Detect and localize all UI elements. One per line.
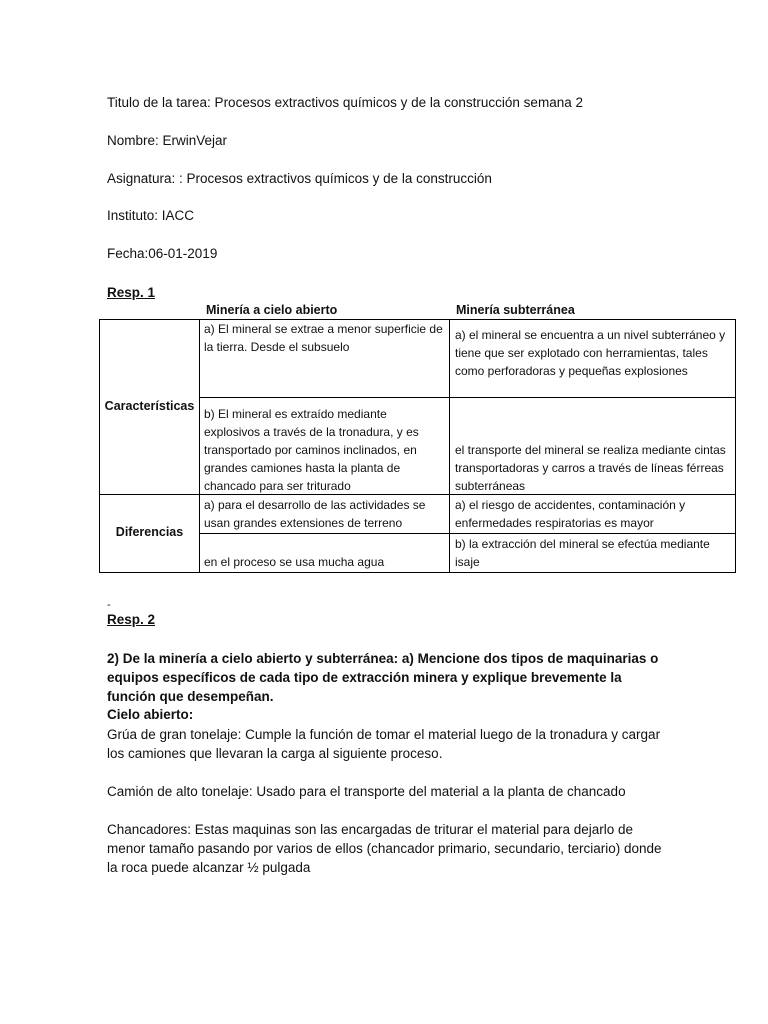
dash-mark: - <box>107 599 111 611</box>
titulo-line: Titulo de la tarea: Procesos extractivos químicos y de la construcción semana 2 <box>107 95 583 110</box>
cell-dif-cielo-1: a) para el desarrollo de las actividades se usan grandes extensiones de terreno <box>204 498 426 530</box>
comparison-table <box>99 319 736 573</box>
resp2-question: 2) De la minería a cielo abierto y subterránea: a) Mencione dos tipos de maquinarias o equipos específicos de cada tipo de extracción minera y explique brevemente la función que desempeñan. <box>107 651 659 704</box>
column-header-subterranea: Minería subterránea <box>456 303 575 317</box>
asignatura-line: Asignatura: : Procesos extractivos químicos y de la construcción <box>107 171 492 186</box>
item-camion: Camión de alto tonelaje: Usado para el transporte del material a la planta de chancado <box>107 784 626 799</box>
cell-dif-sub-2: b) la extracción del mineral se efectúa mediante isaje <box>455 537 710 569</box>
cell-car-cielo-2: b) El mineral es extraído mediante explosivos a través de la tronadura, y es transportado por caminos inclinados, en grandes camiones hasta la planta de chancado para ser triturado <box>204 407 419 493</box>
resp1-heading: Resp. 1 <box>107 285 156 300</box>
nombre-line: Nombre: ErwinVejar <box>107 133 228 148</box>
instituto-line: Instituto: IACC <box>107 208 195 223</box>
cell-car-sub-1: a) el mineral se encuentra a un nivel subterráneo y tiene que ser explotado con herramientas, tales como perforadoras y pequeñas explosiones <box>455 328 726 378</box>
fecha-line: Fecha:06-01-2019 <box>107 246 218 261</box>
cell-car-cielo-1: a) El mineral se extrae a menor superficie de la tierra. Desde el subsuelo <box>204 322 443 354</box>
resp2-heading: Resp. 2 <box>107 612 156 627</box>
row-label-caracteristicas: Características <box>104 399 195 413</box>
item-grua: Grúa de gran tonelaje: Cumple la función de tomar el material luego de la tronadura y cargar los camiones que llevaran la carga al siguiente proceso. <box>107 727 661 761</box>
item-chancadores: Chancadores: Estas maquinas son las encargadas de triturar el material para dejarlo de menor tamaño pasando por varios de ellos (chancador primario, secundario, terciario) donde la roca puede alcanzar ½ pulgada <box>107 822 662 875</box>
cell-dif-cielo-2: en el proceso se usa mucha agua <box>204 555 385 569</box>
column-header-cielo-abierto: Minería a cielo abierto <box>206 303 338 317</box>
cielo-abierto-subheading: Cielo abierto: <box>107 707 194 722</box>
row-label-diferencias: Diferencias <box>115 525 184 539</box>
cell-car-sub-2: el transporte del mineral se realiza mediante cintas transportadoras y carros a través de líneas férreas subterráneas <box>455 443 726 493</box>
cell-dif-sub-1: a) el riesgo de accidentes, contaminación y enfermedades respiratorias es mayor <box>455 498 686 530</box>
